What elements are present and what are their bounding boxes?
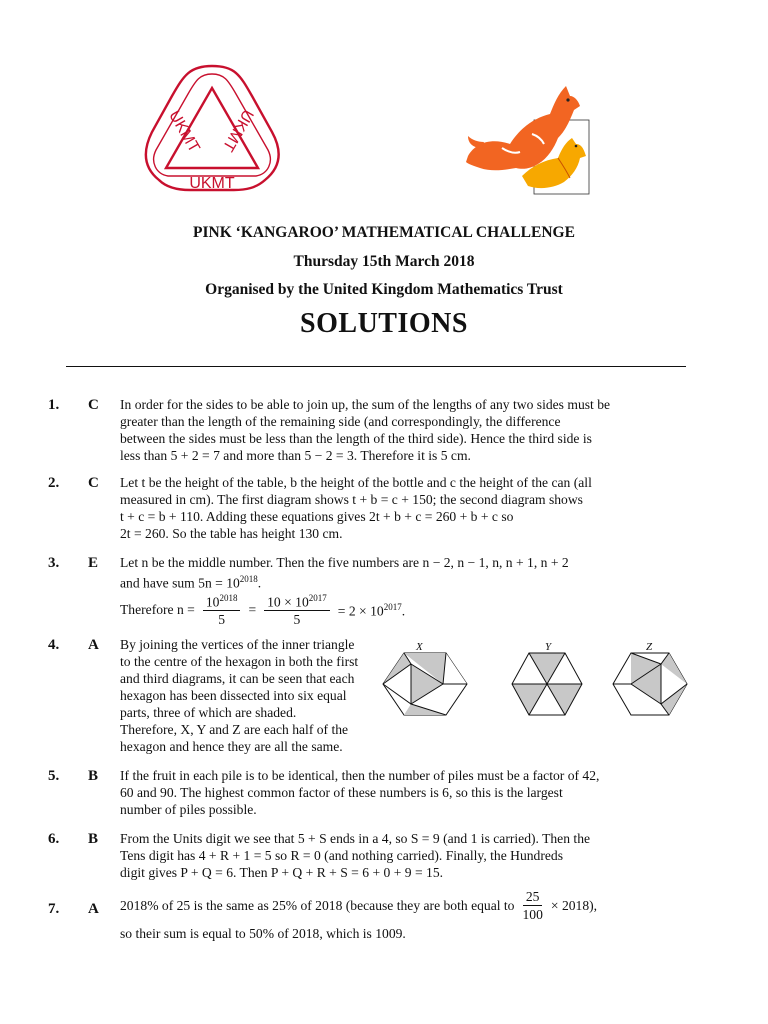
q2-line: 2t = 260. So the table has height 130 cm.: [120, 526, 343, 541]
q1-line: less than 5 + 2 = 7 and more than 5 − 2 = 3. Therefore it is 5 cm.: [120, 448, 471, 463]
document-organiser: Organised by the United Kingdom Mathematics Trust: [205, 281, 563, 298]
q2-line: t + c = b + 110. Adding these equations gives 2t + b + c = 260 + b + c so: [120, 509, 514, 524]
q1-answer: C: [88, 397, 99, 413]
hexagon-y-label: Y: [545, 641, 552, 653]
q4-solution: [120, 636, 400, 755]
q1-number: 1.: [48, 397, 60, 413]
q2-solution: [120, 474, 688, 542]
hexagon-z: [612, 652, 688, 716]
q4-line: to the centre of the hexagon in both the first: [120, 654, 359, 669]
q7-line: 2018% of 25 is the same as 25% of 2018 (because they are both equal to: [120, 897, 515, 913]
q2-answer: C: [88, 475, 99, 491]
q7-line-end: × 2018),: [550, 897, 598, 913]
hexagon-x-label: X: [416, 641, 423, 653]
q7-equation: [120, 885, 688, 925]
q2-number: 2.: [48, 475, 60, 491]
q6-answer: B: [88, 831, 99, 847]
q3-line: Let n be the middle number. Then the five numbers are n − 2, n − 1, n, n + 1, n + 2: [120, 555, 569, 570]
hexagon-y: [511, 652, 583, 716]
q7-number: 7.: [48, 901, 60, 917]
q6-number: 6.: [48, 831, 60, 847]
kangaroo-logo: [462, 78, 592, 198]
q4-number: 4.: [48, 637, 60, 653]
q4-line: hexagon and hence they are all the same.: [120, 739, 343, 754]
q6-solution: [120, 830, 688, 881]
ukmt-logo: [140, 60, 285, 205]
q3-answer: E: [88, 555, 99, 571]
q4-answer: A: [88, 637, 99, 653]
q4-line: and third diagrams, it can be seen that each: [120, 671, 355, 686]
q3-number: 3.: [48, 555, 60, 571]
q4-line: Therefore, X, Y and Z are each half of the: [120, 722, 349, 737]
svg-text:UKMT: UKMT: [218, 106, 257, 155]
q7-line: so their sum is equal to 50% of 2018, which is 1009.: [120, 926, 406, 941]
q2-line: measured in cm). The first diagram shows t + b = c + 150; the second diagram shows: [120, 492, 583, 507]
q6-line: digit gives P + Q = 6. Then P + Q + R + S = 6 + 0 + 9 = 15.: [120, 865, 444, 880]
q5-solution: [120, 767, 688, 818]
q4-line: parts, three of which are shaded.: [120, 705, 297, 720]
q3-therefore: Therefore n =: [120, 601, 195, 617]
solutions-heading: SOLUTIONS: [300, 308, 468, 339]
q3-solution: [120, 554, 688, 630]
q4-line: By joining the vertices of the inner triangle: [120, 637, 355, 652]
header-divider: [66, 366, 686, 367]
q1-line: between the sides must be less than the length of the third side). Hence the third side is: [120, 431, 592, 446]
q4-line: hexagon has been dissected into six equal: [120, 688, 347, 703]
q2-line: Let t be the height of the table, b the height of the bottle and c the height of the can (all: [120, 475, 592, 490]
document-title: PINK ‘KANGAROO’ MATHEMATICAL CHALLENGE: [193, 224, 575, 241]
q7-solution: [120, 885, 688, 942]
q5-line: number of piles possible.: [120, 802, 257, 817]
q6-line: From the Units digit we see that 5 + S ends in a 4, so S = 9 (and 1 is carried). Then the: [120, 831, 591, 846]
q5-line: 60 and 90. The highest common factor of these numbers is 6, so this is the largest: [120, 785, 563, 800]
q3-fraction-2: $\frac{10 \times 10^{2017}}{5}$: [264, 591, 330, 628]
q1-line: In order for the sides to be able to join up, the sum of the lengths of any two sides must be: [120, 397, 611, 412]
q5-answer: B: [88, 768, 99, 784]
q7-answer: A: [88, 901, 99, 917]
q3-line: and have sum $5n = 10^{2018}$.: [120, 574, 262, 591]
document-date: Thursday 15th March 2018: [293, 253, 475, 270]
q3-fraction-1: $\frac{10^{2018}}{5}$: [203, 591, 241, 628]
q6-line: Tens digit has 4 + R + 1 = 5 so R = 0 (and nothing carried). Finally, the Hundreds: [120, 848, 564, 863]
q1-solution: [120, 396, 688, 464]
logo-text: UKMT: [189, 175, 235, 192]
q3-equation: Therefore n = $\frac{10^{2018}}{5}$ = $\frac{10 \times 10^{2017}}{5}$ = $2 \times 10^{2017}$.: [120, 592, 406, 628]
q5-number: 5.: [48, 768, 60, 784]
q3-result: = $2 \times 10^{2017}$.: [337, 601, 406, 619]
hexagon-x: [382, 652, 468, 716]
hexagon-z-label: Z: [646, 641, 653, 653]
q5-line: If the fruit in each pile is to be identical, then the number of piles must be a factor of 42,: [120, 768, 600, 783]
q7-fraction: $\frac{25}{100}$: [522, 888, 543, 922]
q1-line: greater than the length of the remaining side (and correspondingly, the difference: [120, 414, 561, 429]
svg-text:UKMT: UKMT: [165, 107, 203, 156]
